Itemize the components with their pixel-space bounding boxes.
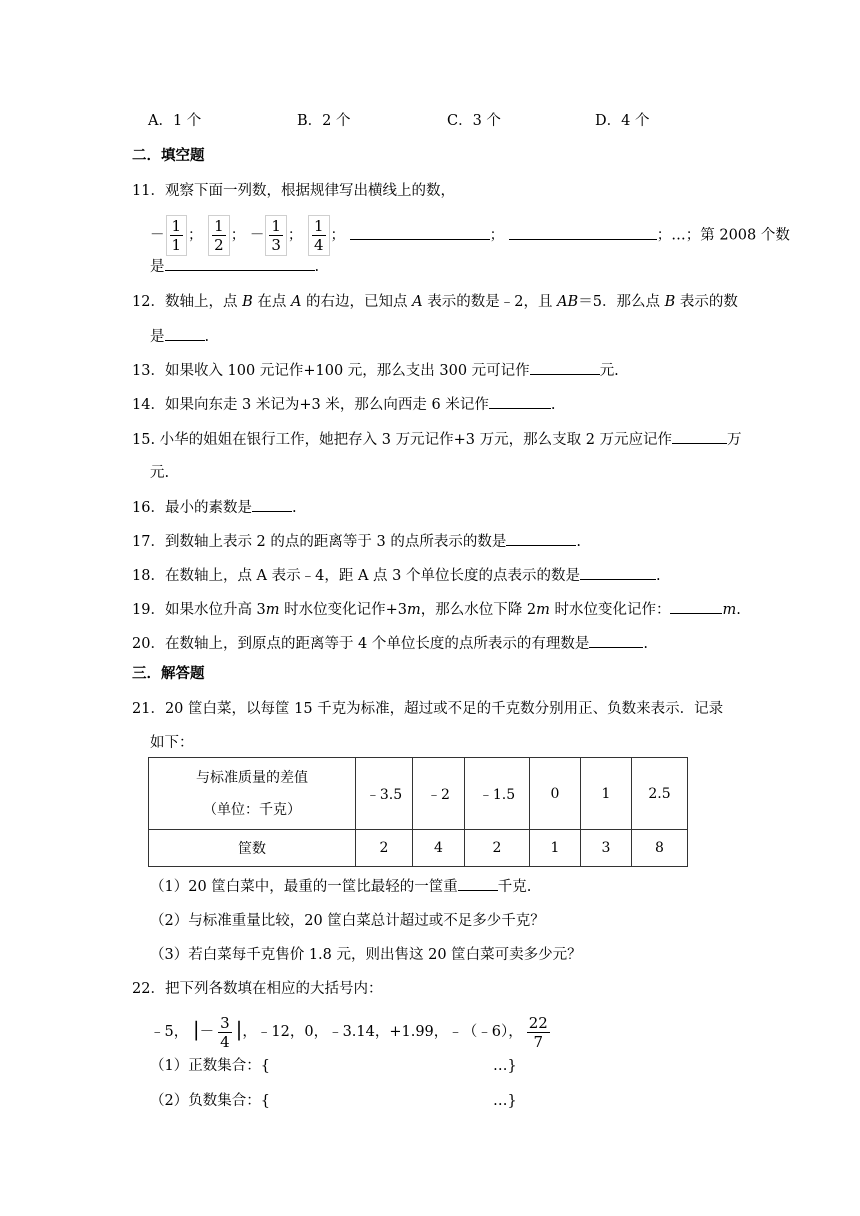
- fraction-22-7: $\frac{22}{7}$: [528, 1013, 548, 1051]
- answer-blank[interactable]: [165, 256, 315, 271]
- answer-blank[interactable]: [252, 497, 292, 512]
- table-cell: 0: [530, 758, 581, 830]
- table-cell: 1: [581, 758, 632, 830]
- q15-line2: 元.: [150, 465, 170, 481]
- q12-line1: 12．数轴上，点 B 在点 A 的右边，已知点 A 表示的数是﹣2，且 AB＝5．那么点 B 表示的数: [132, 294, 738, 310]
- q19: 19．如果水位升高 3m 时水位变化记作+3m，那么水位下降 2m 时水位变化记作： m.: [132, 599, 741, 620]
- q22-line1: 22．把下列各数填在相应的大括号内：: [132, 981, 383, 997]
- table-cell: 2.5: [632, 758, 688, 830]
- table-cell: 8: [632, 830, 688, 867]
- fraction-3: $\frac{1}{3}$: [265, 215, 287, 256]
- fraction-4: $\frac{1}{4}$: [308, 215, 330, 256]
- q21-line2: 如下：: [150, 735, 194, 751]
- table-header-cell: 与标准质量的差值 （单位：千克）: [149, 758, 356, 830]
- answer-blank[interactable]: [489, 394, 551, 409]
- fraction-1: $\frac{1}{1}$: [166, 215, 188, 256]
- table-header-cell: 筐数: [149, 830, 356, 867]
- q21-sub3: （3）若白菜每千克售价 1.8 元，则出售这 20 筐白菜可卖多少元？: [150, 947, 582, 963]
- q22-set1: （1）正数集合：{: [150, 1058, 270, 1074]
- table-cell: ﹣3.5: [356, 758, 413, 830]
- q17: 17．到数轴上表示 2 的点的距离等于 3 的点所表示的数是 .: [132, 531, 581, 552]
- q11-sequence: － $\frac{1}{1}$ ； $\frac{1}{2}$ ； － $\frac{1}{3}$ ； $\frac{1}{4}$ ； ； ；…；第 2008 个数: [150, 217, 790, 254]
- table-cell: 4: [413, 830, 465, 867]
- q21-sub2: （2）与标准重量比较，20 筐白菜总计超过或不足多少千克？: [150, 913, 545, 929]
- table-cell: 3: [581, 830, 632, 867]
- fraction-2: $\frac{1}{2}$: [208, 215, 230, 256]
- q16: 16．最小的素数是 .: [132, 497, 297, 518]
- answer-blank[interactable]: [589, 633, 643, 648]
- q15: 15. 小华的姐姐在银行工作，她把存入 3 万元记作+3 万元，那么支取 2 万元应记作 万: [132, 429, 742, 450]
- table-cell: 2: [356, 830, 413, 867]
- option-d: D．4 个: [595, 113, 650, 129]
- q11-line3: 是 .: [150, 256, 319, 277]
- answer-blank[interactable]: [350, 225, 490, 240]
- table-row: [149, 758, 688, 830]
- table-cell: ﹣1.5: [465, 758, 530, 830]
- answer-blank[interactable]: [165, 326, 205, 341]
- q11-text: 11．观察下面一列数，根据规律写出横线上的数，: [132, 183, 455, 199]
- q20: 20．在数轴上，到原点的距离等于 4 个单位长度的点所表示的有理数是 .: [132, 633, 648, 654]
- table-cell: ﹣2: [413, 758, 465, 830]
- q12-line2: 是 .: [150, 326, 209, 347]
- answer-blank[interactable]: [670, 599, 722, 614]
- table-cell: 1: [530, 830, 581, 867]
- answer-blank[interactable]: [580, 565, 656, 580]
- section-title-answer: 三．解答题: [132, 665, 205, 682]
- option-b: B．2 个: [297, 113, 351, 129]
- answer-blank[interactable]: [672, 429, 727, 444]
- table-row: [149, 830, 688, 867]
- table-cell: 2: [465, 830, 530, 867]
- answer-blank[interactable]: [506, 531, 576, 546]
- section-title-fill-in: 二．填空题: [132, 147, 205, 164]
- abs-fraction: $\frac{3}{4}$: [220, 1013, 230, 1051]
- data-table: [148, 757, 688, 867]
- q13: 13．如果收入 100 元记作+100 元，那么支出 300 元可记作 元.: [132, 360, 619, 381]
- q14: 14．如果向东走 3 米记为+3 米，那么向西走 6 米记作 .: [132, 394, 555, 415]
- q22-set2-end: …}: [493, 1093, 517, 1109]
- answer-blank[interactable]: [509, 225, 657, 240]
- q22-set1-end: …}: [493, 1058, 517, 1074]
- q22-set2: （2）负数集合：{: [150, 1093, 270, 1109]
- q18: 18．在数轴上，点 A 表示﹣4，距 A 点 3 个单位长度的点表示的数是 .: [132, 565, 661, 586]
- answer-blank[interactable]: [458, 876, 498, 891]
- q21-sub1: （1）20 筐白菜中，最重的一筐比最轻的一筐重 千克.: [150, 876, 531, 897]
- option-a: A．1 个: [148, 113, 202, 129]
- option-c: C．3 个: [447, 113, 501, 129]
- q22-numbers: ﹣5， |－ $\frac{3}{4}$ |，﹣12，0，﹣3.14，+1.99，﹣（﹣6）， $\frac{22}{7}$: [150, 1011, 554, 1047]
- answer-blank[interactable]: [530, 360, 600, 375]
- q21-line1: 21．20 筐白菜，以每筐 15 千克为标准，超过或不足的千克数分别用正、负数来表示．记录: [132, 701, 724, 717]
